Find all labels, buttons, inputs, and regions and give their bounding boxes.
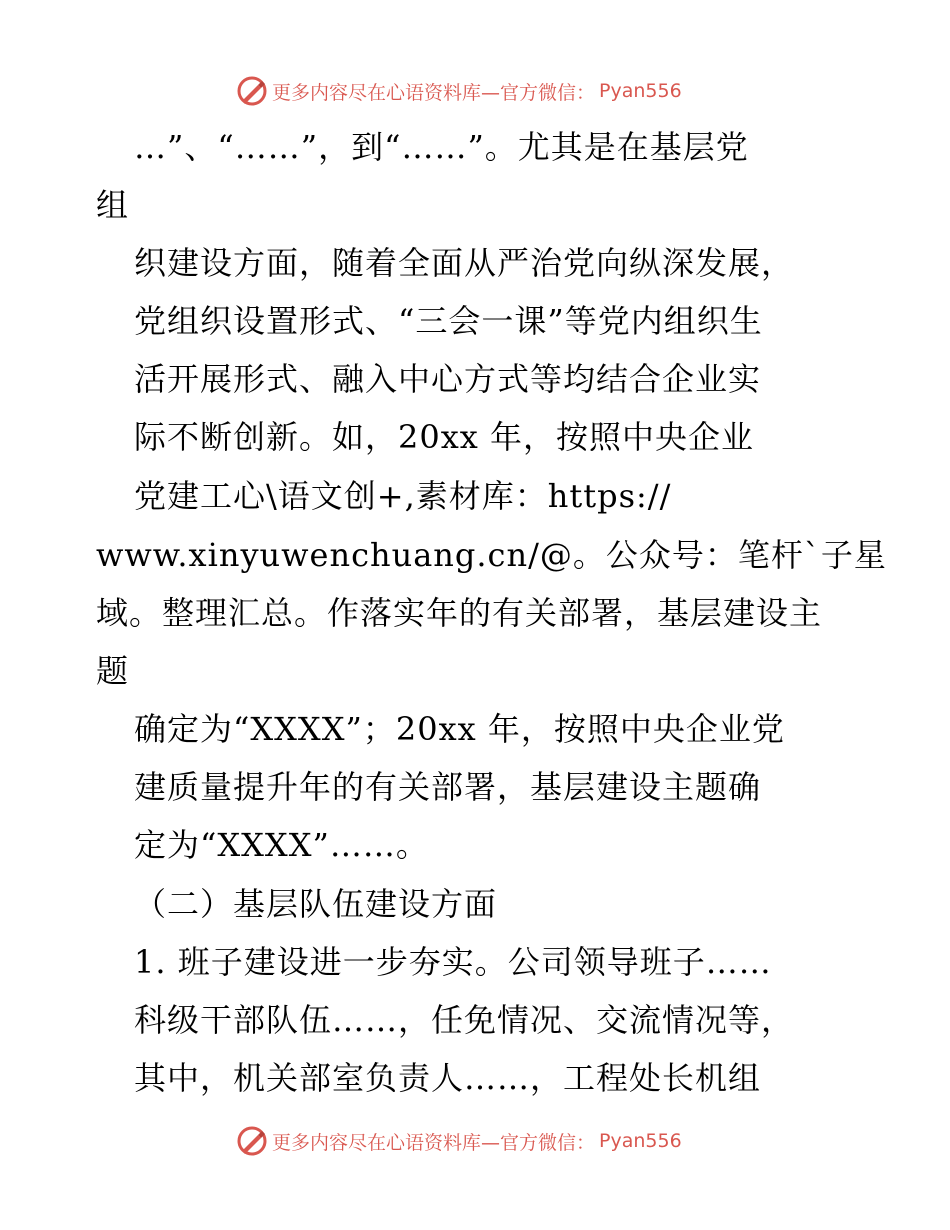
footer-watermark: [236, 1124, 682, 1158]
pen-logo-icon: [236, 1125, 268, 1157]
text-line: 党组织设置形式、“三会一课”等党内组织生: [134, 302, 763, 340]
text-line: 定为“XXXX”……。: [134, 826, 429, 864]
text-line: 党建工心\语文创+,素材库：https://: [134, 477, 672, 515]
section-heading: （二）基层队伍建设方面: [134, 885, 498, 923]
watermark-text: 更多内容尽在心语资料库—官方微信：: [272, 1131, 596, 1154]
watermark-wechat-id: Pyan556: [599, 1130, 682, 1152]
text-line: 组: [96, 186, 130, 224]
text-line: 1. 班子建设进一步夯实。公司领导班子……: [134, 943, 772, 981]
watermark-wechat-id: Pyan556: [599, 80, 682, 102]
text-line: 题: [96, 652, 130, 690]
text-line: 织建设方面，随着全面从严治党向纵深发展，: [134, 244, 795, 282]
text-line: 域。整理汇总。作落实年的有关部署，基层建设主: [96, 594, 823, 632]
text-line: 科级干部队伍……，任免情况、交流情况等，: [134, 1001, 795, 1039]
header-watermark: [236, 74, 682, 108]
text-line: 活开展形式、融入中心方式等均结合企业实: [134, 360, 762, 398]
text-line: www.xinyuwenchuang.cn/@。公众号：笔杆`子星: [96, 536, 887, 574]
pen-logo-icon: [236, 75, 268, 107]
text-line: …”、“……”，到“……”。尤其是在基层党: [134, 128, 749, 166]
text-line: 其中，机关部室负责人……，工程处长机组: [134, 1059, 762, 1097]
text-line: 建质量提升年的有关部署，基层建设主题确: [134, 768, 762, 806]
text-line: 际不断创新。如，20xx 年，按照中央企业: [134, 418, 754, 456]
watermark-text: 更多内容尽在心语资料库—官方微信：: [272, 81, 596, 104]
text-line: 确定为“XXXX”；20xx 年，按照中央企业党: [134, 710, 785, 748]
